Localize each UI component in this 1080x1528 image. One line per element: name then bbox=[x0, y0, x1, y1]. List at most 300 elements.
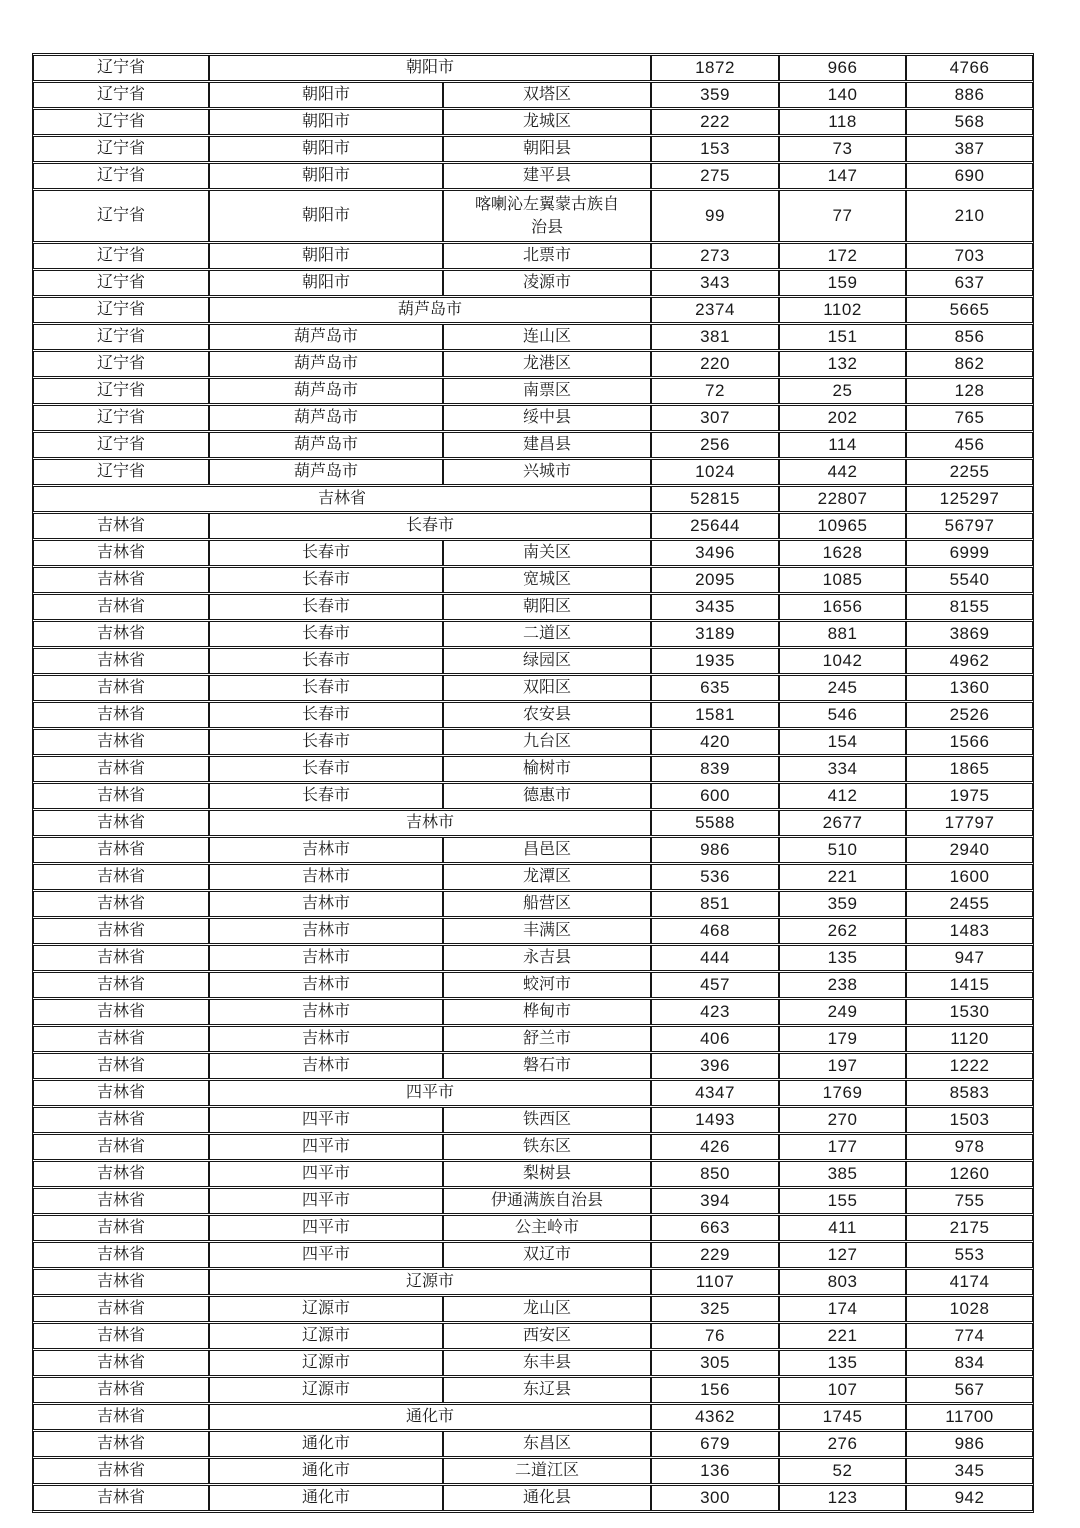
value-cell-1: 76 bbox=[651, 1323, 779, 1349]
value-cell-1: 52815 bbox=[651, 486, 779, 512]
value-cell-2: 803 bbox=[779, 1269, 906, 1295]
value-cell-1: 986 bbox=[651, 837, 779, 863]
district-cell: 通化县 bbox=[443, 1485, 651, 1511]
value-cell-3: 703 bbox=[906, 243, 1033, 269]
value-cell-1: 839 bbox=[651, 756, 779, 782]
table-row bbox=[33, 459, 1033, 485]
value-cell-1: 3496 bbox=[651, 540, 779, 566]
value-cell-3: 210 bbox=[906, 190, 1033, 242]
value-cell-2: 174 bbox=[779, 1296, 906, 1322]
value-cell-3: 1360 bbox=[906, 675, 1033, 701]
value-cell-2: 154 bbox=[779, 729, 906, 755]
value-cell-1: 851 bbox=[651, 891, 779, 917]
value-cell-3: 1483 bbox=[906, 918, 1033, 944]
value-cell-3: 1600 bbox=[906, 864, 1033, 890]
city-cell: 朝阳市 bbox=[209, 163, 443, 189]
table-row bbox=[33, 486, 1033, 512]
value-cell-1: 426 bbox=[651, 1134, 779, 1160]
value-cell-2: 411 bbox=[779, 1215, 906, 1241]
city-cell: 吉林市 bbox=[209, 945, 443, 971]
city-cell: 通化市 bbox=[209, 1431, 443, 1457]
province-cell: 吉林省 bbox=[33, 1458, 209, 1484]
district-cell: 永吉县 bbox=[443, 945, 651, 971]
province-cell: 吉林省 bbox=[33, 594, 209, 620]
city-cell: 辽源市 bbox=[209, 1377, 443, 1403]
value-cell-1: 635 bbox=[651, 675, 779, 701]
district-cell: 双塔区 bbox=[443, 82, 651, 108]
value-cell-3: 345 bbox=[906, 1458, 1033, 1484]
district-cell: 二道江区 bbox=[443, 1458, 651, 1484]
value-cell-1: 394 bbox=[651, 1188, 779, 1214]
district-cell: 龙潭区 bbox=[443, 864, 651, 890]
province-cell: 吉林省 bbox=[33, 1485, 209, 1511]
value-cell-1: 153 bbox=[651, 136, 779, 162]
value-cell-1: 406 bbox=[651, 1026, 779, 1052]
province-cell: 辽宁省 bbox=[33, 405, 209, 431]
table-row bbox=[33, 163, 1033, 189]
value-cell-2: 159 bbox=[779, 270, 906, 296]
value-cell-1: 2374 bbox=[651, 297, 779, 323]
table-row bbox=[33, 1269, 1033, 1295]
province-cell: 吉林省 bbox=[33, 1080, 209, 1106]
district-cell: 南票区 bbox=[443, 378, 651, 404]
district-cell: 凌源市 bbox=[443, 270, 651, 296]
value-cell-1: 2095 bbox=[651, 567, 779, 593]
district-cell: 农安县 bbox=[443, 702, 651, 728]
value-cell-3: 942 bbox=[906, 1485, 1033, 1511]
city-cell: 吉林市 bbox=[209, 918, 443, 944]
city-cell: 长春市 bbox=[209, 567, 443, 593]
province-cell: 辽宁省 bbox=[33, 136, 209, 162]
province-cell: 吉林省 bbox=[33, 702, 209, 728]
value-cell-2: 276 bbox=[779, 1431, 906, 1457]
table-row bbox=[33, 837, 1033, 863]
city-cell: 吉林市 bbox=[209, 891, 443, 917]
value-cell-2: 77 bbox=[779, 190, 906, 242]
province-cell: 吉林省 bbox=[33, 1215, 209, 1241]
value-cell-3: 886 bbox=[906, 82, 1033, 108]
district-cell: 二道区 bbox=[443, 621, 651, 647]
district-cell: 朝阳区 bbox=[443, 594, 651, 620]
value-cell-1: 850 bbox=[651, 1161, 779, 1187]
district-cell: 西安区 bbox=[443, 1323, 651, 1349]
value-cell-1: 457 bbox=[651, 972, 779, 998]
district-cell: 船营区 bbox=[443, 891, 651, 917]
city-cell: 长春市 bbox=[209, 702, 443, 728]
province-cell: 吉林省 bbox=[33, 1296, 209, 1322]
value-cell-3: 1530 bbox=[906, 999, 1033, 1025]
district-cell: 朝阳县 bbox=[443, 136, 651, 162]
district-cell: 宽城区 bbox=[443, 567, 651, 593]
province-cell: 吉林省 bbox=[33, 810, 209, 836]
city-cell: 四平市 bbox=[209, 1188, 443, 1214]
province-cell: 辽宁省 bbox=[33, 324, 209, 350]
table-row bbox=[33, 55, 1033, 81]
city-cell: 朝阳市 bbox=[209, 270, 443, 296]
value-cell-3: 567 bbox=[906, 1377, 1033, 1403]
table-row bbox=[33, 1107, 1033, 1133]
value-cell-3: 1120 bbox=[906, 1026, 1033, 1052]
value-cell-3: 2455 bbox=[906, 891, 1033, 917]
district-cell: 双辽市 bbox=[443, 1242, 651, 1268]
table-row bbox=[33, 1053, 1033, 1079]
value-cell-1: 275 bbox=[651, 163, 779, 189]
table-row bbox=[33, 1323, 1033, 1349]
table-row bbox=[33, 513, 1033, 539]
table-row bbox=[33, 621, 1033, 647]
value-cell-2: 114 bbox=[779, 432, 906, 458]
value-cell-3: 765 bbox=[906, 405, 1033, 431]
city-cell: 葫芦岛市 bbox=[209, 324, 443, 350]
value-cell-2: 334 bbox=[779, 756, 906, 782]
district-cell: 磐石市 bbox=[443, 1053, 651, 1079]
value-cell-3: 2175 bbox=[906, 1215, 1033, 1241]
value-cell-3: 947 bbox=[906, 945, 1033, 971]
district-cell: 桦甸市 bbox=[443, 999, 651, 1025]
value-cell-2: 1656 bbox=[779, 594, 906, 620]
city-cell: 辽源市 bbox=[209, 1350, 443, 1376]
value-cell-3: 2940 bbox=[906, 837, 1033, 863]
value-cell-2: 123 bbox=[779, 1485, 906, 1511]
value-cell-2: 1628 bbox=[779, 540, 906, 566]
province-cell: 吉林省 bbox=[33, 1053, 209, 1079]
district-cell: 舒兰市 bbox=[443, 1026, 651, 1052]
value-cell-2: 238 bbox=[779, 972, 906, 998]
city-cell: 葫芦岛市 bbox=[209, 459, 443, 485]
value-cell-1: 72 bbox=[651, 378, 779, 404]
value-cell-2: 118 bbox=[779, 109, 906, 135]
value-cell-1: 663 bbox=[651, 1215, 779, 1241]
district-cell: 南关区 bbox=[443, 540, 651, 566]
value-cell-1: 300 bbox=[651, 1485, 779, 1511]
value-cell-2: 359 bbox=[779, 891, 906, 917]
value-cell-2: 412 bbox=[779, 783, 906, 809]
value-cell-3: 2255 bbox=[906, 459, 1033, 485]
value-cell-3: 4766 bbox=[906, 55, 1033, 81]
district-label: 喀喇沁左翼蒙古族自治县 bbox=[474, 195, 619, 236]
city-cell: 葫芦岛市 bbox=[209, 432, 443, 458]
value-cell-1: 3189 bbox=[651, 621, 779, 647]
province-cell: 辽宁省 bbox=[33, 378, 209, 404]
province-cell: 吉林省 bbox=[33, 567, 209, 593]
table-row bbox=[33, 972, 1033, 998]
city-cell: 葫芦岛市 bbox=[209, 378, 443, 404]
value-cell-3: 690 bbox=[906, 163, 1033, 189]
value-cell-3: 978 bbox=[906, 1134, 1033, 1160]
city-cell: 长春市 bbox=[209, 729, 443, 755]
value-cell-3: 862 bbox=[906, 351, 1033, 377]
table-row bbox=[33, 1188, 1033, 1214]
value-cell-3: 1566 bbox=[906, 729, 1033, 755]
city-total-cell: 吉林市 bbox=[209, 810, 651, 836]
value-cell-1: 1493 bbox=[651, 1107, 779, 1133]
table-row bbox=[33, 109, 1033, 135]
value-cell-3: 834 bbox=[906, 1350, 1033, 1376]
value-cell-1: 220 bbox=[651, 351, 779, 377]
district-cell: 建昌县 bbox=[443, 432, 651, 458]
table-row bbox=[33, 378, 1033, 404]
value-cell-1: 99 bbox=[651, 190, 779, 242]
city-cell: 通化市 bbox=[209, 1458, 443, 1484]
value-cell-3: 4174 bbox=[906, 1269, 1033, 1295]
city-cell: 朝阳市 bbox=[209, 109, 443, 135]
value-cell-2: 25 bbox=[779, 378, 906, 404]
value-cell-1: 444 bbox=[651, 945, 779, 971]
value-cell-1: 1872 bbox=[651, 55, 779, 81]
district-cell: 绥中县 bbox=[443, 405, 651, 431]
value-cell-1: 359 bbox=[651, 82, 779, 108]
value-cell-1: 679 bbox=[651, 1431, 779, 1457]
province-cell: 吉林省 bbox=[33, 513, 209, 539]
value-cell-3: 5540 bbox=[906, 567, 1033, 593]
province-cell: 吉林省 bbox=[33, 729, 209, 755]
value-cell-1: 343 bbox=[651, 270, 779, 296]
district-cell: 丰满区 bbox=[443, 918, 651, 944]
table-row bbox=[33, 1134, 1033, 1160]
value-cell-1: 1935 bbox=[651, 648, 779, 674]
province-cell: 辽宁省 bbox=[33, 459, 209, 485]
value-cell-2: 245 bbox=[779, 675, 906, 701]
table-row bbox=[33, 1377, 1033, 1403]
province-cell: 吉林省 bbox=[33, 999, 209, 1025]
district-cell: 昌邑区 bbox=[443, 837, 651, 863]
value-cell-3: 986 bbox=[906, 1431, 1033, 1457]
province-cell: 吉林省 bbox=[33, 864, 209, 890]
value-cell-2: 262 bbox=[779, 918, 906, 944]
value-cell-2: 107 bbox=[779, 1377, 906, 1403]
value-cell-3: 128 bbox=[906, 378, 1033, 404]
value-cell-2: 135 bbox=[779, 945, 906, 971]
table-row bbox=[33, 270, 1033, 296]
city-cell: 长春市 bbox=[209, 621, 443, 647]
city-cell: 吉林市 bbox=[209, 999, 443, 1025]
province-cell: 吉林省 bbox=[33, 1134, 209, 1160]
city-cell: 通化市 bbox=[209, 1485, 443, 1511]
district-cell: 龙山区 bbox=[443, 1296, 651, 1322]
city-total-cell: 长春市 bbox=[209, 513, 651, 539]
value-cell-3: 1975 bbox=[906, 783, 1033, 809]
value-cell-3: 1503 bbox=[906, 1107, 1033, 1133]
value-cell-2: 1042 bbox=[779, 648, 906, 674]
value-cell-2: 132 bbox=[779, 351, 906, 377]
value-cell-1: 420 bbox=[651, 729, 779, 755]
table-row bbox=[33, 1080, 1033, 1106]
value-cell-1: 222 bbox=[651, 109, 779, 135]
value-cell-1: 468 bbox=[651, 918, 779, 944]
district-cell: 梨树县 bbox=[443, 1161, 651, 1187]
province-cell: 辽宁省 bbox=[33, 82, 209, 108]
value-cell-3: 1865 bbox=[906, 756, 1033, 782]
table-row bbox=[33, 1458, 1033, 1484]
province-cell: 吉林省 bbox=[33, 1188, 209, 1214]
city-cell: 吉林市 bbox=[209, 837, 443, 863]
table-row bbox=[33, 1215, 1033, 1241]
value-cell-2: 140 bbox=[779, 82, 906, 108]
city-cell: 吉林市 bbox=[209, 1026, 443, 1052]
table-row bbox=[33, 1242, 1033, 1268]
value-cell-2: 151 bbox=[779, 324, 906, 350]
value-cell-1: 307 bbox=[651, 405, 779, 431]
value-cell-1: 381 bbox=[651, 324, 779, 350]
province-cell: 辽宁省 bbox=[33, 351, 209, 377]
value-cell-2: 177 bbox=[779, 1134, 906, 1160]
city-cell: 长春市 bbox=[209, 648, 443, 674]
value-cell-2: 197 bbox=[779, 1053, 906, 1079]
value-cell-1: 423 bbox=[651, 999, 779, 1025]
table-row bbox=[33, 243, 1033, 269]
value-cell-2: 73 bbox=[779, 136, 906, 162]
table-row bbox=[33, 1485, 1033, 1511]
district-cell: 铁西区 bbox=[443, 1107, 651, 1133]
district-cell: 北票市 bbox=[443, 243, 651, 269]
value-cell-2: 966 bbox=[779, 55, 906, 81]
city-cell: 长春市 bbox=[209, 540, 443, 566]
value-cell-1: 229 bbox=[651, 1242, 779, 1268]
city-cell: 朝阳市 bbox=[209, 243, 443, 269]
value-cell-2: 221 bbox=[779, 1323, 906, 1349]
value-cell-2: 1769 bbox=[779, 1080, 906, 1106]
value-cell-1: 5588 bbox=[651, 810, 779, 836]
value-cell-3: 1222 bbox=[906, 1053, 1033, 1079]
value-cell-1: 156 bbox=[651, 1377, 779, 1403]
table-row bbox=[33, 190, 1033, 242]
province-cell: 吉林省 bbox=[33, 1377, 209, 1403]
value-cell-3: 568 bbox=[906, 109, 1033, 135]
province-cell: 辽宁省 bbox=[33, 243, 209, 269]
table-row bbox=[33, 405, 1033, 431]
value-cell-2: 270 bbox=[779, 1107, 906, 1133]
city-cell: 长春市 bbox=[209, 675, 443, 701]
value-cell-1: 4362 bbox=[651, 1404, 779, 1430]
city-cell: 辽源市 bbox=[209, 1323, 443, 1349]
value-cell-1: 1024 bbox=[651, 459, 779, 485]
table-row bbox=[33, 297, 1033, 323]
value-cell-2: 249 bbox=[779, 999, 906, 1025]
table-row bbox=[33, 82, 1033, 108]
province-cell: 辽宁省 bbox=[33, 109, 209, 135]
value-cell-1: 25644 bbox=[651, 513, 779, 539]
value-cell-2: 10965 bbox=[779, 513, 906, 539]
value-cell-3: 6999 bbox=[906, 540, 1033, 566]
table-row bbox=[33, 918, 1033, 944]
city-cell: 朝阳市 bbox=[209, 82, 443, 108]
province-cell: 吉林省 bbox=[33, 945, 209, 971]
value-cell-1: 536 bbox=[651, 864, 779, 890]
value-cell-3: 8155 bbox=[906, 594, 1033, 620]
city-cell: 四平市 bbox=[209, 1134, 443, 1160]
table-row bbox=[33, 1350, 1033, 1376]
city-cell: 朝阳市 bbox=[209, 136, 443, 162]
city-cell: 葫芦岛市 bbox=[209, 405, 443, 431]
city-total-cell: 辽源市 bbox=[209, 1269, 651, 1295]
city-cell: 吉林市 bbox=[209, 1053, 443, 1079]
table-row bbox=[33, 648, 1033, 674]
table-row bbox=[33, 1296, 1033, 1322]
province-cell: 吉林省 bbox=[33, 648, 209, 674]
table-row bbox=[33, 891, 1033, 917]
province-cell: 吉林省 bbox=[33, 891, 209, 917]
table-row bbox=[33, 945, 1033, 971]
table-row bbox=[33, 136, 1033, 162]
province-total-cell: 吉林省 bbox=[33, 486, 651, 512]
province-cell: 吉林省 bbox=[33, 1161, 209, 1187]
table-row bbox=[33, 864, 1033, 890]
table-row bbox=[33, 756, 1033, 782]
province-cell: 辽宁省 bbox=[33, 163, 209, 189]
table-row bbox=[33, 594, 1033, 620]
province-cell: 吉林省 bbox=[33, 1431, 209, 1457]
district-cell: 龙港区 bbox=[443, 351, 651, 377]
city-cell: 辽源市 bbox=[209, 1296, 443, 1322]
province-cell: 吉林省 bbox=[33, 837, 209, 863]
city-cell: 葫芦岛市 bbox=[209, 351, 443, 377]
province-cell: 吉林省 bbox=[33, 1404, 209, 1430]
province-cell: 吉林省 bbox=[33, 756, 209, 782]
district-cell: 东昌区 bbox=[443, 1431, 651, 1457]
province-cell: 吉林省 bbox=[33, 1323, 209, 1349]
city-cell: 四平市 bbox=[209, 1215, 443, 1241]
value-cell-1: 325 bbox=[651, 1296, 779, 1322]
value-cell-1: 1581 bbox=[651, 702, 779, 728]
city-total-cell: 通化市 bbox=[209, 1404, 651, 1430]
value-cell-1: 305 bbox=[651, 1350, 779, 1376]
province-cell: 吉林省 bbox=[33, 972, 209, 998]
district-cell: 铁东区 bbox=[443, 1134, 651, 1160]
table-row bbox=[33, 999, 1033, 1025]
province-cell: 吉林省 bbox=[33, 918, 209, 944]
province-cell: 吉林省 bbox=[33, 621, 209, 647]
value-cell-2: 127 bbox=[779, 1242, 906, 1268]
district-cell: 兴城市 bbox=[443, 459, 651, 485]
value-cell-3: 553 bbox=[906, 1242, 1033, 1268]
value-cell-2: 510 bbox=[779, 837, 906, 863]
value-cell-2: 881 bbox=[779, 621, 906, 647]
city-cell: 四平市 bbox=[209, 1242, 443, 1268]
province-cell: 吉林省 bbox=[33, 1107, 209, 1133]
province-cell: 吉林省 bbox=[33, 1269, 209, 1295]
district-cell: 公主岭市 bbox=[443, 1215, 651, 1241]
value-cell-3: 2526 bbox=[906, 702, 1033, 728]
value-cell-3: 387 bbox=[906, 136, 1033, 162]
table-row bbox=[33, 1026, 1033, 1052]
province-cell: 吉林省 bbox=[33, 1242, 209, 1268]
value-cell-2: 546 bbox=[779, 702, 906, 728]
value-cell-2: 52 bbox=[779, 1458, 906, 1484]
province-cell: 吉林省 bbox=[33, 1026, 209, 1052]
table-row bbox=[33, 1404, 1033, 1430]
table-row bbox=[33, 810, 1033, 836]
value-cell-2: 442 bbox=[779, 459, 906, 485]
district-cell: 东辽县 bbox=[443, 1377, 651, 1403]
table-row bbox=[33, 675, 1033, 701]
table-row bbox=[33, 324, 1033, 350]
district-cell: 东丰县 bbox=[443, 1350, 651, 1376]
value-cell-1: 4347 bbox=[651, 1080, 779, 1106]
value-cell-3: 456 bbox=[906, 432, 1033, 458]
table-row bbox=[33, 432, 1033, 458]
table-row bbox=[33, 567, 1033, 593]
region-table-body bbox=[33, 55, 1033, 1511]
district-cell: 连山区 bbox=[443, 324, 651, 350]
value-cell-3: 11700 bbox=[906, 1404, 1033, 1430]
value-cell-2: 179 bbox=[779, 1026, 906, 1052]
district-cell: 九台区 bbox=[443, 729, 651, 755]
value-cell-2: 221 bbox=[779, 864, 906, 890]
city-cell: 吉林市 bbox=[209, 972, 443, 998]
province-cell: 吉林省 bbox=[33, 783, 209, 809]
district-cell: 蛟河市 bbox=[443, 972, 651, 998]
value-cell-1: 256 bbox=[651, 432, 779, 458]
